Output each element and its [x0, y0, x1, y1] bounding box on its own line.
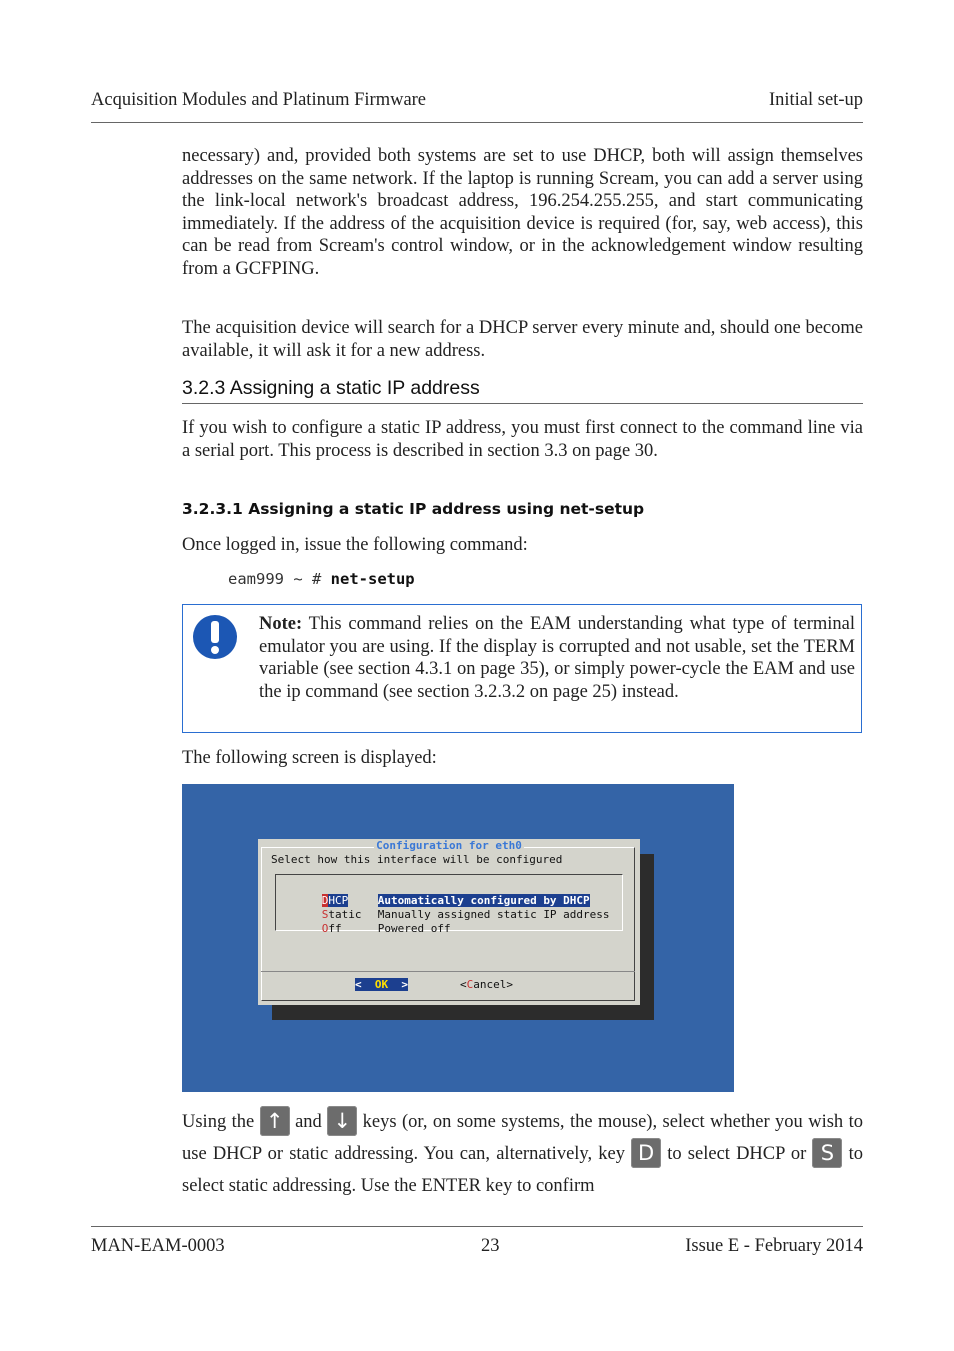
- paragraph: necessary) and, provided both systems are set to use DHCP, both will assign themselves addresses on the same network. If the laptop is running Scream, you can add a server using the link-local network's broadcast address, 196.254.255.255, and start communicating immediately. If the address of the acquisition device is required (for, say, web access), this can be read from Scream's control window, or in the acknowledgement window resulting from a GCFPING.: [182, 146, 863, 279]
- d-key-icon: D: [631, 1138, 661, 1168]
- config-dialog: [258, 839, 640, 1005]
- page-number: 23: [481, 1236, 500, 1256]
- option-off[interactable]: Off Powered off: [321, 922, 451, 935]
- note-text: [259, 613, 855, 703]
- dialog-title: Configuration for eth0: [376, 839, 522, 852]
- code-line: [228, 570, 415, 588]
- issue-date: Issue E - February 2014: [685, 1236, 863, 1256]
- section-heading: 3.2.3 Assigning a static IP address: [182, 377, 863, 404]
- dialog-separator: [261, 971, 635, 972]
- arrow-down-key-icon: ↓: [327, 1106, 357, 1136]
- footer-rule: [91, 1226, 863, 1227]
- paragraph: The acquisition device will search for a DHCP server every minute and, should one become available, it will ask it for a new address.: [182, 318, 863, 361]
- ok-button[interactable]: < OK >: [355, 978, 408, 991]
- paragraph: If you wish to configure a static IP address, you must first connect to the command line via a serial port. This process is described in section 3.3 on page 30.: [182, 418, 863, 461]
- dialog-subtitle: Select how this interface will be configured: [271, 853, 563, 866]
- exclamation-icon: [192, 614, 238, 660]
- paragraph: The following screen is displayed:: [182, 748, 437, 768]
- note-label: Note:: [259, 614, 303, 634]
- code-command: net-setup: [330, 570, 415, 588]
- option-static[interactable]: Static Manually assigned static IP address: [321, 908, 610, 921]
- terminal-screenshot: [182, 784, 734, 1092]
- cancel-button[interactable]: <Cancel>: [460, 978, 513, 991]
- document-number: MAN-EAM-0003: [91, 1236, 225, 1256]
- paragraph: Once logged in, issue the following command:: [182, 535, 528, 555]
- header-rule: [91, 122, 863, 123]
- arrow-up-key-icon: ↑: [260, 1106, 290, 1136]
- header-title: Acquisition Modules and Platinum Firmware: [91, 90, 427, 110]
- option-dhcp[interactable]: DHCP Automatically configured by DHCP: [321, 894, 590, 907]
- note-box: [182, 604, 862, 733]
- usage-paragraph: Using the ↑ and ↓ keys (or, on some systems, the mouse), select whether you wish to use DHCP or static addressing. You can, alternatively, key D to select DHCP or S to select static addressing. Use the ENTER key to confirm: [182, 1106, 863, 1202]
- subsection-heading: 3.2.3.1 Assigning a static IP address using net-setup: [182, 500, 645, 518]
- note-body: This command relies on the EAM understanding what type of terminal emulator you are using. If the display is corrupted and not usable, set the TERM variable (see section 4.3.1 on page 35), or simply power-cycle the EAM and use the ip command (see section 3.2.3.2 on page 25) instead.: [259, 614, 855, 702]
- header-section: Initial set-up: [768, 90, 863, 110]
- page-header: [91, 90, 863, 114]
- s-key-icon: S: [812, 1138, 842, 1168]
- code-prompt: eam999 ~ #: [228, 570, 331, 588]
